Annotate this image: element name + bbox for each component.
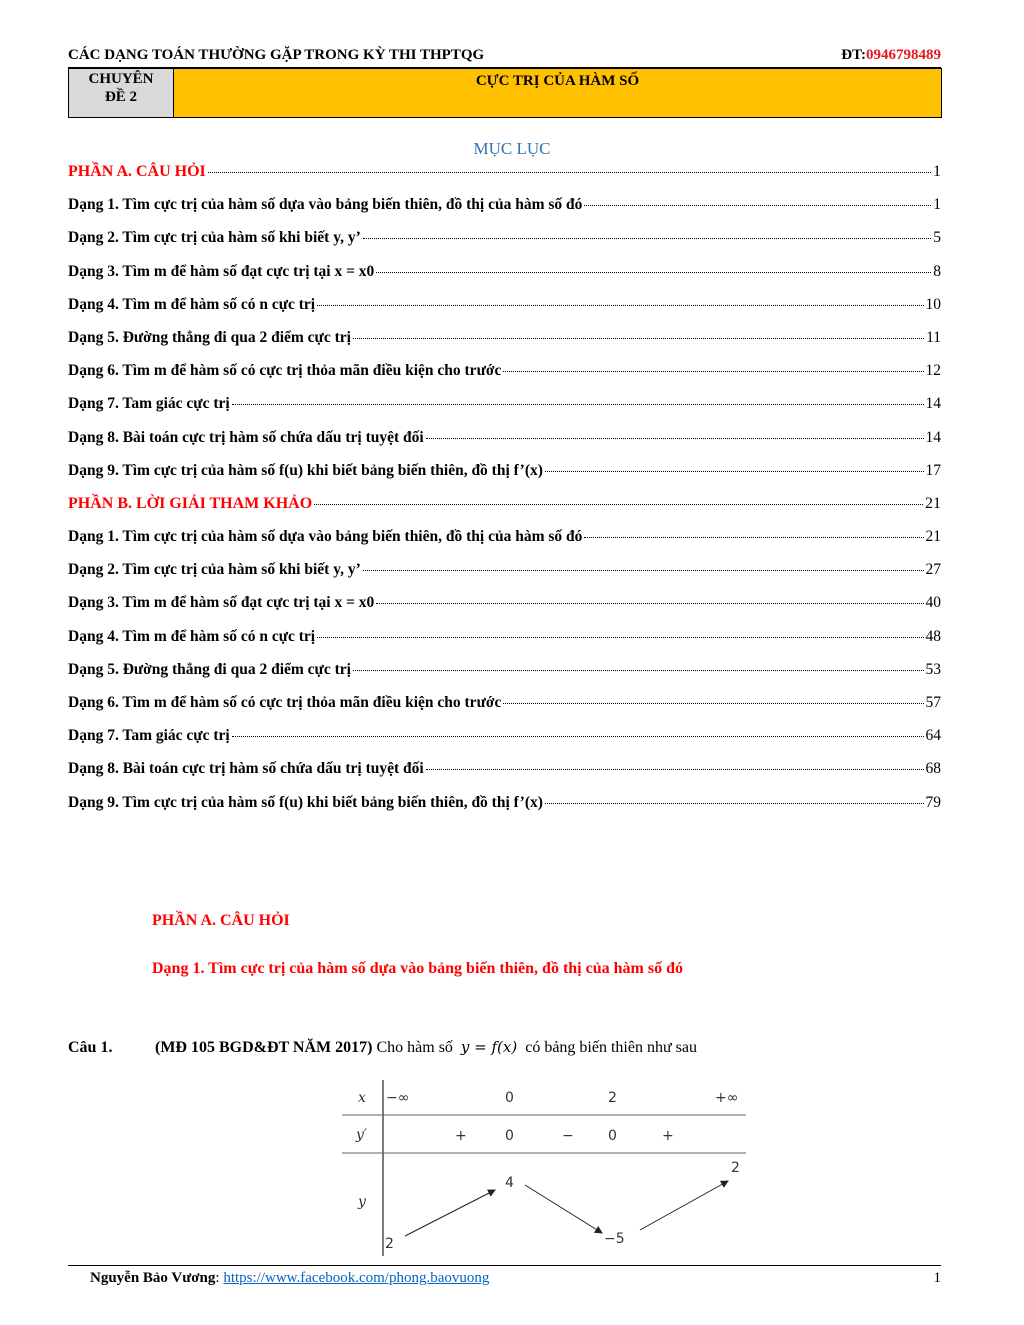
toc-entry[interactable] bbox=[68, 229, 941, 262]
toc-entry-label: Dạng 5. Đường thẳng đi qua 2 điểm cực trị bbox=[68, 660, 351, 678]
toc-entry[interactable] bbox=[68, 462, 941, 495]
toc-entry[interactable] bbox=[68, 196, 941, 229]
toc-dot-leader bbox=[584, 205, 931, 206]
toc-entry[interactable] bbox=[68, 727, 941, 760]
page-footer bbox=[90, 1270, 941, 1287]
toc-part-entry[interactable] bbox=[68, 495, 941, 528]
toc-entry-page: 11 bbox=[926, 328, 941, 346]
facebook-link[interactable]: https://www.facebook.com/phong.baovuong bbox=[223, 1270, 490, 1286]
toc-entry[interactable] bbox=[68, 794, 941, 827]
toc-dot-leader bbox=[376, 272, 931, 273]
toc-entry-label: Dạng 6. Tìm m để hàm số có cực trị thỏa mãn điều kiện cho trước bbox=[68, 694, 502, 711]
toc-dot-leader bbox=[363, 570, 924, 571]
toc-entry-label: PHẦN A. CÂU HỎI bbox=[68, 163, 206, 180]
x-value: +∞ bbox=[715, 1090, 739, 1106]
toc-entry-page: 12 bbox=[925, 362, 941, 380]
toc-entry[interactable] bbox=[68, 694, 941, 727]
toc-dot-leader bbox=[232, 404, 924, 405]
toc-entry-label: Dạng 8. Bài toán cực trị hàm số chứa dấu trị tuyệt đối bbox=[68, 760, 424, 778]
toc-dot-leader bbox=[353, 670, 924, 671]
page-number: 1 bbox=[933, 1270, 941, 1286]
toc-entry-label: PHẦN B. LỜI GIẢI THAM KHẢO bbox=[68, 494, 313, 512]
toc-entry-label: Dạng 1. Tìm cực trị của hàm số dựa vào bảng biến thiên, đồ thị của hàm số đó bbox=[68, 528, 583, 546]
phone-label: ĐT: bbox=[841, 47, 866, 63]
topic-number-line2: ĐỀ 2 bbox=[104, 89, 138, 105]
yprime-sign: + bbox=[455, 1128, 467, 1144]
toc-dot-leader bbox=[426, 769, 924, 770]
page-header bbox=[68, 45, 941, 68]
question-1 bbox=[68, 1038, 697, 1057]
toc-entry-page: 48 bbox=[925, 627, 941, 645]
toc-entry-page: 1 bbox=[933, 163, 941, 180]
toc-dot-leader bbox=[317, 637, 923, 638]
toc-entry-page: 14 bbox=[925, 428, 941, 446]
question-text-before: Cho hàm số bbox=[372, 1039, 457, 1056]
increasing-arrow bbox=[640, 1181, 728, 1230]
toc-entry-label: Dạng 2. Tìm cực trị của hàm số khi biết y, y’ bbox=[68, 561, 361, 579]
toc-entry[interactable] bbox=[68, 429, 941, 462]
yprime-sign: 0 bbox=[505, 1128, 514, 1144]
toc-entry[interactable] bbox=[68, 263, 941, 296]
footer-divider bbox=[68, 1265, 941, 1266]
variation-table bbox=[340, 1078, 746, 1256]
table-of-contents bbox=[68, 163, 941, 827]
toc-entry-page: 53 bbox=[925, 660, 941, 678]
toc-entry[interactable] bbox=[68, 296, 941, 329]
toc-dot-leader bbox=[363, 238, 931, 239]
phone-number: 0946798489 bbox=[866, 47, 941, 63]
toc-entry-page: 21 bbox=[925, 494, 941, 512]
toc-entry-page: 64 bbox=[925, 727, 941, 745]
toc-dot-leader bbox=[376, 603, 923, 604]
toc-entry-label: Dạng 6. Tìm m để hàm số có cực trị thỏa mãn điều kiện cho trước bbox=[68, 362, 502, 380]
toc-dot-leader bbox=[545, 803, 924, 804]
toc-entry-page: 21 bbox=[925, 528, 941, 546]
toc-entry-page: 17 bbox=[925, 461, 941, 479]
x-value: 0 bbox=[505, 1090, 514, 1106]
toc-entry-page: 10 bbox=[925, 295, 941, 313]
toc-entry-page: 8 bbox=[933, 262, 941, 280]
toc-entry[interactable] bbox=[68, 594, 941, 627]
toc-entry-page: 40 bbox=[925, 594, 941, 612]
toc-entry-label: Dạng 2. Tìm cực trị của hàm số khi biết y, y’ bbox=[68, 229, 361, 247]
toc-dot-leader bbox=[545, 471, 924, 472]
toc-entry-page: 5 bbox=[933, 229, 941, 247]
toc-dot-leader bbox=[208, 172, 931, 173]
toc-entry-label: Dạng 9. Tìm cực trị của hàm số f(u) khi biết bảng biến thiên, đồ thị f’(x) bbox=[68, 461, 543, 479]
toc-dot-leader bbox=[503, 703, 923, 704]
y-value-start: 2 bbox=[385, 1236, 394, 1252]
increasing-arrow bbox=[405, 1190, 495, 1236]
toc-entry-page: 57 bbox=[925, 694, 941, 711]
toc-dot-leader bbox=[232, 736, 924, 737]
toc-entry[interactable] bbox=[68, 329, 941, 362]
y-value-end: 2 bbox=[731, 1160, 740, 1176]
toc-dot-leader bbox=[314, 504, 923, 505]
toc-entry-label: Dạng 7. Tam giác cực trị bbox=[68, 395, 230, 413]
topic-banner bbox=[68, 68, 942, 118]
toc-entry-label: Dạng 4. Tìm m để hàm số có n cực trị bbox=[68, 627, 316, 645]
toc-dot-leader bbox=[426, 438, 924, 439]
toc-entry-page: 14 bbox=[925, 395, 941, 413]
y-value-max: 4 bbox=[505, 1175, 514, 1191]
toc-dot-leader bbox=[584, 537, 923, 538]
y-value-min: −5 bbox=[604, 1231, 625, 1247]
section-heading: PHẦN A. CÂU HỎI bbox=[152, 912, 290, 929]
toc-entry-page: 27 bbox=[925, 561, 941, 579]
yprime-sign: − bbox=[562, 1128, 574, 1144]
question-source: (MĐ 105 BGD&ĐT NĂM 2017) bbox=[155, 1039, 373, 1056]
toc-part-entry[interactable] bbox=[68, 163, 941, 196]
toc-entry[interactable] bbox=[68, 561, 941, 594]
question-text-after: có bảng biến thiên như sau bbox=[521, 1039, 697, 1056]
toc-entry-label: Dạng 5. Đường thẳng đi qua 2 điểm cực trị bbox=[68, 328, 351, 346]
toc-entry[interactable] bbox=[68, 528, 941, 561]
question-number: Câu 1. bbox=[68, 1039, 113, 1056]
topic-number-line1: CHUYÊN bbox=[88, 71, 154, 87]
toc-entry-page: 68 bbox=[925, 760, 941, 778]
toc-entry-label: Dạng 4. Tìm m để hàm số có n cực trị bbox=[68, 295, 316, 313]
question-math: y = f(x) bbox=[460, 1038, 518, 1056]
subsection-heading: Dạng 1. Tìm cực trị của hàm số dựa vào bảng biến thiên, đồ thị của hàm số đó bbox=[152, 960, 683, 977]
toc-entry-label: Dạng 3. Tìm m để hàm số đạt cực trị tại x = x0 bbox=[68, 594, 375, 612]
toc-entry[interactable] bbox=[68, 628, 941, 661]
footer-separator: : bbox=[215, 1270, 224, 1286]
toc-entry-label: Dạng 7. Tam giác cực trị bbox=[68, 727, 230, 745]
topic-title: CỰC TRỊ CỦA HÀM SỐ bbox=[174, 69, 941, 117]
row-label-yprime: y′ bbox=[356, 1127, 368, 1143]
author-name: Nguyễn Bảo Vương bbox=[90, 1270, 216, 1286]
toc-dot-leader bbox=[503, 371, 923, 372]
toc-entry[interactable] bbox=[68, 760, 941, 793]
phone-info bbox=[841, 47, 941, 64]
toc-entry-label: Dạng 3. Tìm m để hàm số đạt cực trị tại x = x0 bbox=[68, 262, 375, 280]
toc-entry[interactable] bbox=[68, 395, 941, 428]
toc-entry-label: Dạng 1. Tìm cực trị của hàm số dựa vào bảng biến thiên, đồ thị của hàm số đó bbox=[68, 196, 583, 214]
topic-number bbox=[69, 69, 174, 117]
toc-dot-leader bbox=[317, 305, 923, 306]
toc-entry-label: Dạng 8. Bài toán cực trị hàm số chứa dấu trị tuyệt đối bbox=[68, 428, 424, 446]
series-title: CÁC DẠNG TOÁN THƯỜNG GẶP TRONG KỲ THI THPTQG bbox=[68, 47, 485, 63]
row-label-x: x bbox=[358, 1090, 366, 1106]
toc-entry[interactable] bbox=[68, 661, 941, 694]
yprime-sign: 0 bbox=[608, 1128, 617, 1144]
toc-title: MỤC LỤC bbox=[473, 139, 551, 158]
toc-entry-page: 79 bbox=[925, 793, 941, 811]
toc-entry-page: 1 bbox=[933, 196, 941, 214]
toc-entry[interactable] bbox=[68, 362, 941, 395]
toc-entry-label: Dạng 9. Tìm cực trị của hàm số f(u) khi biết bảng biến thiên, đồ thị f’(x) bbox=[68, 793, 543, 811]
yprime-sign: + bbox=[662, 1128, 674, 1144]
toc-dot-leader bbox=[353, 338, 924, 339]
x-value: −∞ bbox=[386, 1090, 410, 1106]
decreasing-arrow bbox=[525, 1185, 602, 1233]
row-label-y: y bbox=[358, 1194, 366, 1210]
x-value: 2 bbox=[608, 1090, 617, 1106]
